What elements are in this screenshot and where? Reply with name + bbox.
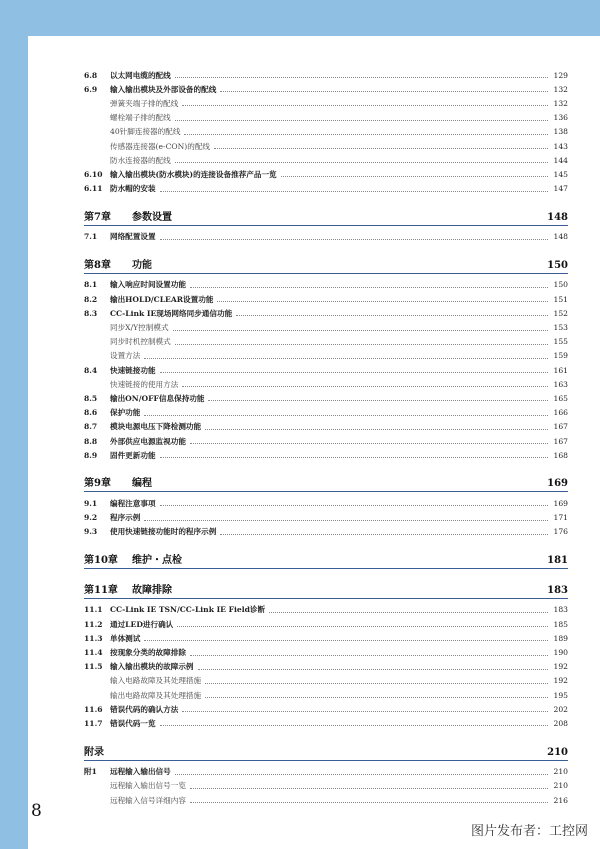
entry-title: 设置方法 <box>110 351 141 361</box>
chapter-heading[interactable] <box>84 581 568 599</box>
entry-page: 145 <box>553 169 568 179</box>
entry-title: 单体测试 <box>110 633 141 643</box>
entry-page: 152 <box>553 308 568 318</box>
document-page <box>28 36 600 849</box>
entry-page: 161 <box>553 365 568 375</box>
entry-title: 输出HOLD/CLEAR设置功能 <box>110 294 214 304</box>
entry-title: 防水连接器的配线 <box>110 155 171 165</box>
chapter-heading[interactable] <box>84 256 568 274</box>
section-number: 11.5 <box>84 662 103 672</box>
section-number: 8.6 <box>84 408 98 418</box>
dot-leader <box>190 286 548 288</box>
dot-leader <box>184 133 548 135</box>
entry-page: 183 <box>553 605 568 615</box>
toc-subsection-entry[interactable] <box>84 111 568 125</box>
entry-page: 153 <box>553 323 568 333</box>
dot-leader <box>217 300 548 302</box>
dot-leader <box>208 399 548 401</box>
toc-subsection-entry[interactable] <box>84 139 568 153</box>
dot-leader <box>205 682 548 684</box>
entry-title: 40针脚连接器的配线 <box>110 127 181 137</box>
entry-page: 167 <box>553 436 568 446</box>
entry-title: 远程输入信号详细内容 <box>110 795 186 805</box>
toc-section-entry[interactable] <box>84 230 568 244</box>
toc-section-entry[interactable] <box>84 420 568 434</box>
toc-subsection-entry[interactable] <box>84 688 568 702</box>
dot-leader <box>175 119 548 121</box>
section-number: 6.11 <box>84 184 103 194</box>
entry-page: 144 <box>553 155 568 165</box>
entry-page: 166 <box>553 408 568 418</box>
toc-section-entry[interactable] <box>84 292 568 306</box>
section-number: 8.8 <box>84 436 98 446</box>
chapter-title: 故障排除 <box>132 584 172 596</box>
dot-leader <box>205 428 548 430</box>
entry-page: 167 <box>553 422 568 432</box>
entry-page: 208 <box>553 718 568 728</box>
entry-page: 189 <box>553 633 568 643</box>
toc-section-entry[interactable] <box>84 716 568 730</box>
toc-subsection-entry[interactable] <box>84 377 568 391</box>
page-number: 8 <box>31 801 42 821</box>
dot-leader <box>175 161 548 163</box>
dot-leader <box>144 414 548 416</box>
toc-subsection-entry[interactable] <box>84 674 568 688</box>
dot-leader <box>175 773 548 775</box>
entry-title: 输入输出模块(防水模块)的连接设备推荐产品一览 <box>110 169 277 179</box>
toc-section-entry[interactable] <box>84 511 568 525</box>
dot-leader <box>175 343 548 345</box>
dot-leader <box>190 801 548 803</box>
section-number: 9.1 <box>84 498 98 508</box>
toc-section-entry[interactable] <box>84 448 568 462</box>
toc-subsection-entry[interactable] <box>84 335 568 349</box>
dot-leader <box>198 668 548 670</box>
section-number: 7.1 <box>84 232 98 242</box>
chapter-number: 附录 <box>84 746 104 758</box>
entry-page: 155 <box>553 337 568 347</box>
dot-leader <box>190 442 548 444</box>
entry-page: 147 <box>553 184 568 194</box>
toc-section-entry[interactable] <box>84 167 568 181</box>
entry-title: 弹簧夹端子排的配线 <box>110 98 179 108</box>
entry-title: 远程输入输出信号 <box>110 767 171 777</box>
entry-page: 176 <box>553 527 568 537</box>
dot-leader <box>160 190 548 192</box>
entry-title: 输入响应时间设置功能 <box>110 280 186 290</box>
table-of-contents <box>84 68 568 807</box>
chapter-number: 第8章 <box>84 259 111 271</box>
entry-page: 210 <box>553 767 568 777</box>
toc-subsection-entry[interactable] <box>84 793 568 807</box>
dot-leader <box>182 104 548 106</box>
chapter-page: 181 <box>547 554 568 566</box>
entry-page: 192 <box>553 676 568 686</box>
dot-leader <box>160 724 548 726</box>
entry-title: 编程注意事项 <box>110 498 156 508</box>
entry-page: 190 <box>553 648 568 658</box>
dot-leader <box>220 533 548 535</box>
entry-page: 185 <box>553 619 568 629</box>
entry-title: 同步X/Y控制模式 <box>110 323 169 333</box>
chapter-page: 148 <box>547 211 568 223</box>
entry-title: 外部供应电源监视功能 <box>110 436 186 446</box>
chapter-title: 参数设置 <box>132 211 172 223</box>
section-number: 8.9 <box>84 450 98 460</box>
toc-section-entry[interactable] <box>84 306 568 320</box>
toc-subsection-entry[interactable] <box>84 349 568 363</box>
entry-title: 模块电源电压下降检测功能 <box>110 422 202 432</box>
dot-leader <box>144 357 548 359</box>
entry-title: 错误代码一览 <box>110 718 156 728</box>
entry-title: 输入输出模块的故障示例 <box>110 662 194 672</box>
entry-page: 129 <box>553 70 568 80</box>
dot-leader <box>190 787 548 789</box>
entry-title: 快速链接功能 <box>110 365 156 375</box>
dot-leader <box>182 385 548 387</box>
toc-subsection-entry[interactable] <box>84 779 568 793</box>
entry-page: 169 <box>553 498 568 508</box>
toc-subsection-entry[interactable] <box>84 125 568 139</box>
toc-section-entry[interactable] <box>84 391 568 405</box>
toc-subsection-entry[interactable] <box>84 153 568 167</box>
chapter-page: 150 <box>547 259 568 271</box>
entry-title: 固件更新功能 <box>110 450 156 460</box>
section-number: 6.8 <box>84 70 98 80</box>
toc-section-entry[interactable] <box>84 182 568 196</box>
entry-page: 151 <box>553 294 568 304</box>
section-number: 6.9 <box>84 84 98 94</box>
dot-leader <box>269 611 548 613</box>
toc-section-entry[interactable] <box>84 496 568 510</box>
entry-page: 143 <box>553 141 568 151</box>
entry-page: 216 <box>553 795 568 805</box>
toc-section-entry[interactable] <box>84 278 568 292</box>
dot-leader <box>236 314 548 316</box>
entry-page: 202 <box>553 704 568 714</box>
entry-title: 输出ON/OFF信息保持功能 <box>110 393 205 403</box>
entry-title: 输入电路故障及其处理措施 <box>110 676 202 686</box>
chapter-number: 第9章 <box>84 478 111 490</box>
entry-title: 通过LED进行确认 <box>110 619 174 629</box>
entry-title: 按现象分类的故障排除 <box>110 648 186 658</box>
entry-page: 168 <box>553 450 568 460</box>
dot-leader <box>160 371 548 373</box>
dot-leader <box>160 504 548 506</box>
chapter-heading[interactable] <box>84 474 568 492</box>
dot-leader <box>144 639 548 641</box>
entry-title: 输出电路故障及其处理措施 <box>110 690 202 700</box>
entry-title: 以太网电缆的配线 <box>110 70 171 80</box>
entry-page: 195 <box>553 690 568 700</box>
toc-section-entry[interactable] <box>84 434 568 448</box>
dot-leader <box>177 625 548 627</box>
chapter-heading[interactable] <box>84 208 568 226</box>
toc-section-entry[interactable] <box>84 765 568 779</box>
section-number: 9.2 <box>84 513 98 523</box>
entry-page: 150 <box>553 280 568 290</box>
dot-leader <box>220 90 548 92</box>
toc-section-entry[interactable] <box>84 603 568 617</box>
entry-title: 网络配置设置 <box>110 232 156 242</box>
toc-section-entry[interactable] <box>84 702 568 716</box>
chapter-number: 第10章 <box>84 554 118 566</box>
toc-section-entry[interactable] <box>84 660 568 674</box>
entry-title: 同步时机控制模式 <box>110 337 171 347</box>
watermark: 图片发布者：工控网 <box>470 824 588 839</box>
chapter-page: 210 <box>547 746 568 758</box>
chapter-number: 第7章 <box>84 211 111 223</box>
entry-page: 159 <box>553 351 568 361</box>
entry-page: 163 <box>553 379 568 389</box>
section-number: 6.10 <box>84 169 103 179</box>
entry-page: 138 <box>553 127 568 137</box>
chapter-page: 169 <box>547 478 568 490</box>
section-number: 8.5 <box>84 393 98 403</box>
entry-title: 传感器连接器(e-CON)的配线 <box>110 141 211 151</box>
section-number: 8.7 <box>84 422 98 432</box>
dot-leader <box>173 329 548 331</box>
dot-leader <box>160 456 548 458</box>
section-number: 8.4 <box>84 365 98 375</box>
section-number: 11.4 <box>84 648 103 658</box>
chapter-title: 编程 <box>132 478 152 490</box>
entry-page: 136 <box>553 113 568 123</box>
toc-section-entry[interactable] <box>84 406 568 420</box>
entry-title: 防水帽的安装 <box>110 184 156 194</box>
toc-section-entry[interactable] <box>84 631 568 645</box>
toc-subsection-entry[interactable] <box>84 320 568 334</box>
entry-title: 螺栓端子排的配线 <box>110 113 171 123</box>
toc-subsection-entry[interactable] <box>84 96 568 110</box>
chapter-title: 功能 <box>132 259 152 271</box>
entry-page: 148 <box>553 232 568 242</box>
toc-section-entry[interactable] <box>84 82 568 96</box>
dot-leader <box>214 147 548 149</box>
entry-title: CC-Link IE现场网络同步通信功能 <box>110 308 233 318</box>
section-number: 11.2 <box>84 619 103 629</box>
toc-section-entry[interactable] <box>84 645 568 659</box>
entry-page: 171 <box>553 513 568 523</box>
dot-leader <box>281 175 548 177</box>
dot-leader <box>182 710 548 712</box>
section-number: 8.2 <box>84 294 98 304</box>
dot-leader <box>144 519 548 521</box>
chapter-heading[interactable] <box>84 743 568 761</box>
entry-page: 165 <box>553 393 568 403</box>
entry-title: 程序示例 <box>110 513 141 523</box>
dot-leader <box>175 76 548 78</box>
chapter-heading[interactable] <box>84 551 568 569</box>
entry-title: 快速链接的使用方法 <box>110 379 179 389</box>
entry-page: 210 <box>553 781 568 791</box>
chapter-number: 第11章 <box>84 584 118 596</box>
section-number: 8.1 <box>84 280 98 290</box>
entry-title: 输入输出模块及外部设备的配线 <box>110 84 217 94</box>
entry-title: 错误代码的确认方法 <box>110 704 179 714</box>
entry-title: 远程输入输出信号一览 <box>110 781 186 791</box>
entry-page: 192 <box>553 662 568 672</box>
chapter-page: 183 <box>547 584 568 596</box>
chapter-title: 维护・点检 <box>132 554 182 566</box>
toc-section-entry[interactable] <box>84 363 568 377</box>
section-number: 8.3 <box>84 308 98 318</box>
section-number: 9.3 <box>84 527 98 537</box>
entry-page: 132 <box>553 84 568 94</box>
toc-section-entry[interactable] <box>84 617 568 631</box>
section-number: 11.3 <box>84 633 103 643</box>
entry-title: 保护功能 <box>110 408 141 418</box>
section-number: 11.6 <box>84 704 103 714</box>
toc-section-entry[interactable] <box>84 68 568 82</box>
dot-leader <box>160 238 548 240</box>
entry-page: 132 <box>553 98 568 108</box>
section-number: 附1 <box>84 767 97 777</box>
toc-section-entry[interactable] <box>84 525 568 539</box>
entry-title: CC-Link IE TSN/CC-Link IE Field诊断 <box>110 605 266 615</box>
dot-leader <box>190 654 548 656</box>
entry-title: 使用快速链接功能时的程序示例 <box>110 527 217 537</box>
section-number: 11.7 <box>84 718 103 728</box>
dot-leader <box>205 696 548 698</box>
section-number: 11.1 <box>84 605 103 615</box>
